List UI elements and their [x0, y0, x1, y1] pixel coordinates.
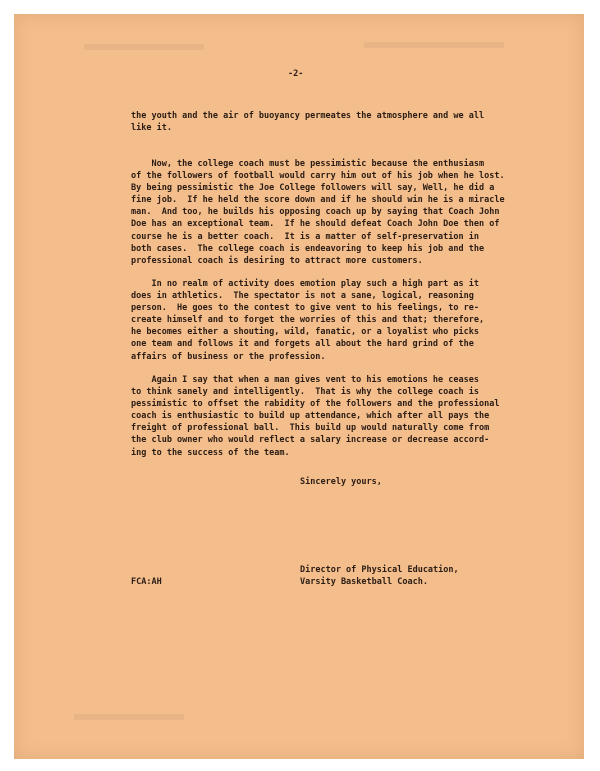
bleed-through-mark [364, 42, 504, 48]
paragraph-3: In no realm of activity does emotion play such a high part as it does in athletics. The spectator is not a sane, logical, reasoning person. He goes to the contest to give vent to his feelings, to re- create himself and to forget the worries of this and that; therefore, he becomes either a shouting, wild, fanatic, or a loyalist who picks one team and follows it and forgets all about the hard grind of the affairs of business or the profession. [131, 279, 485, 362]
signature-title-line-1: Director of Physical Education, [300, 565, 459, 575]
reference-initials: FCA:AH [131, 577, 162, 587]
bleed-through-mark [74, 714, 184, 720]
paragraph-1: the youth and the air of buoyancy permeates the atmosphere and we all like it. [131, 111, 485, 134]
paragraph-4: Again I say that when a man gives vent to his emotions he ceases to think sanely and intelligently. That is why the college coach is pessimistic to offset the rabidity of the followers and the professional coach is enthusiastic to build up attendance, which after all pays the freight of professional ball. This build up would naturally come from the club owner who would reflect a salary increase or decrease accord- ing to the success of the team. [131, 375, 500, 458]
bleed-through-mark [84, 44, 204, 50]
signature-title-line-2: Varsity Basketball Coach. [300, 577, 428, 588]
signature-block [300, 564, 459, 588]
complimentary-closing: Sincerely yours, [300, 477, 382, 487]
paragraph-2: Now, the college coach must be pessimistic because the enthusiasm of the followers of football would carry him out of his job when he lost. By being pessimistic the Joe College followers will say, Well, he did a fine job. If he held the score down and if he should win he is a miracle man. And too, he builds his opposing coach up by saying that Coach John Doe has an exceptional team. If he should defeat Coach John Doe then of course he is a better coach. It is a matter of self-preservation in both cases. The college coach is endeavoring to keep his job and the professional coach is desiring to attract more customers. [131, 159, 505, 266]
letter-page [14, 14, 584, 759]
page-number: -2- [288, 69, 304, 79]
